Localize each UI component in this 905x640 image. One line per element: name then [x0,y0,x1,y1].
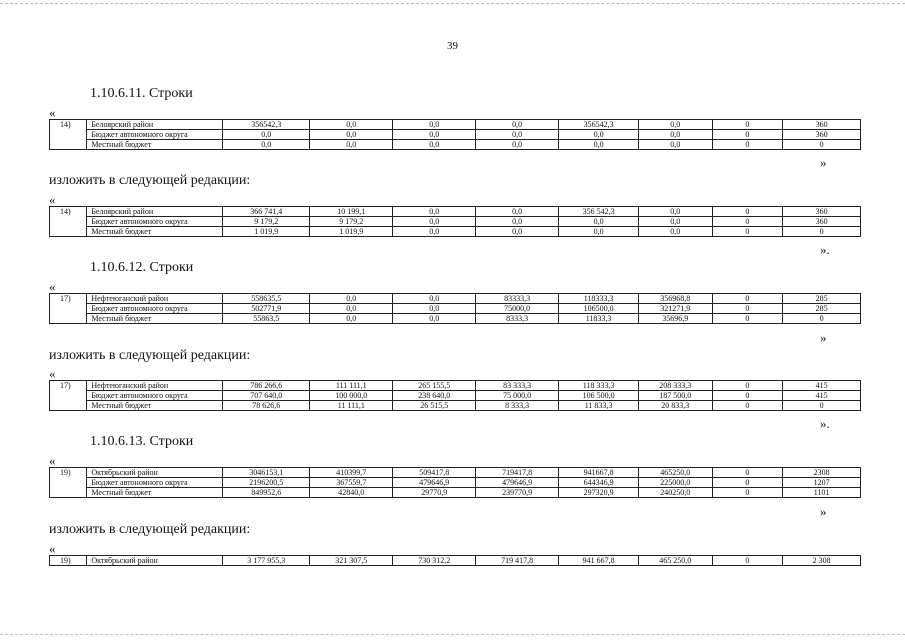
value-cell: 0,0 [638,217,712,227]
value-cell: 75 000,0 [476,391,559,401]
value-cell: 321271,9 [638,304,712,314]
table-row [50,294,861,304]
row-name-cell: Белоярский район [87,207,223,217]
row-name-cell: Бюджет автономного округа [87,217,223,227]
value-cell: 3046153,1 [223,468,310,478]
row-name-cell: Местный бюджет [87,314,223,324]
value-cell: 75000,0 [476,304,559,314]
row-name-cell: Октябрьский район [87,468,223,478]
value-cell: 558635,5 [223,294,310,304]
value-cell: 509417,8 [393,468,476,478]
value-cell: 356542,3 [223,120,310,130]
value-cell: 0 [712,217,783,227]
value-cell: 849952,6 [223,488,310,498]
value-cell: 265 155,5 [393,381,476,391]
value-cell: 106 500,0 [559,391,639,401]
row-number-cell [50,217,87,227]
row-number-cell: 17) [50,294,87,304]
value-cell: 0,0 [310,140,393,150]
value-cell: 9 179,2 [223,217,310,227]
row-name-cell: Бюджет автономного округа [87,304,223,314]
table-row [50,556,861,566]
value-cell: 0,0 [559,217,639,227]
value-cell: 118 333,3 [559,381,639,391]
value-cell: 285 [783,304,861,314]
row-number-cell [50,488,87,498]
value-cell: 0,0 [638,140,712,150]
row-name-cell: Октябрьский район [87,556,223,566]
value-cell: 0,0 [638,120,712,130]
intro-text-1-10-6-12: изложить в следующей редакции: [49,348,251,363]
row-name-cell: Местный бюджет [87,488,223,498]
row-name-cell: Бюджет автономного округа [87,130,223,140]
table-row [50,478,861,488]
value-cell: 0,0 [638,130,712,140]
value-cell: 111 111,1 [310,381,393,391]
value-cell: 0,0 [476,130,559,140]
value-cell: 360 [783,130,861,140]
value-cell: 0,0 [393,294,476,304]
intro-text-1-10-6-11: изложить в следующей редакции: [49,173,251,188]
value-cell: 0 [712,556,783,566]
value-cell: 0,0 [393,314,476,324]
value-cell: 2 308 [783,556,861,566]
row-name-cell: Местный бюджет [87,401,223,411]
value-cell: 11 111,1 [310,401,393,411]
value-cell: 0,0 [310,120,393,130]
value-cell: 42840,0 [310,488,393,498]
value-cell: 719 417,8 [476,556,559,566]
value-cell: 0 [712,120,783,130]
value-cell: 941 667,8 [559,556,639,566]
table-row [50,130,861,140]
value-cell: 0 [783,314,861,324]
value-cell: 0,0 [476,207,559,217]
value-cell: 360 [783,120,861,130]
value-cell: 0,0 [223,130,310,140]
table-row [50,391,861,401]
scan-bottom-edge [0,634,905,635]
value-cell: 9 179,2 [310,217,393,227]
value-cell: 360 [783,207,861,217]
value-cell: 297320,9 [559,488,639,498]
value-cell: 0 [783,227,861,237]
value-cell: 941667,8 [559,468,639,478]
value-cell: 356968,8 [638,294,712,304]
value-cell: 0,0 [310,294,393,304]
close-quote-with-dot: ». [820,416,830,431]
row-number-cell [50,304,87,314]
value-cell: 0 [712,207,783,217]
old-rows-table-1-10-6-12 [49,293,861,324]
new-rows-table-1-10-6-13 [49,555,861,566]
table-row [50,304,861,314]
value-cell: 719417,8 [476,468,559,478]
value-cell: 11833,3 [559,314,639,324]
value-cell: 0,0 [310,314,393,324]
value-cell: 0 [712,314,783,324]
row-name-cell: Местный бюджет [87,227,223,237]
value-cell: 0,0 [310,304,393,314]
value-cell: 0 [712,140,783,150]
value-cell: 187 500,0 [638,391,712,401]
value-cell: 479646,9 [476,478,559,488]
value-cell: 0,0 [559,227,639,237]
value-cell: 707 640,0 [223,391,310,401]
value-cell: 0 [712,488,783,498]
value-cell: 29770,9 [393,488,476,498]
table-row [50,468,861,478]
value-cell: 8 333,3 [476,401,559,411]
value-cell: 644346,9 [559,478,639,488]
open-quote: « [49,105,56,120]
open-quote: « [49,541,56,556]
close-quote-with-dot: ». [820,242,830,257]
section-heading-1-10-6-13: 1.10.6.13. Строки [90,434,194,449]
old-rows-table-1-10-6-11 [49,119,861,150]
value-cell: 415 [783,381,861,391]
value-cell: 465250,0 [638,468,712,478]
value-cell: 0,0 [476,227,559,237]
value-cell: 0 [712,468,783,478]
value-cell: 0 [783,140,861,150]
value-cell: 208 333,3 [638,381,712,391]
open-quote: « [49,366,56,381]
value-cell: 0,0 [476,120,559,130]
row-name-cell: Белоярский район [87,120,223,130]
value-cell: 0,0 [638,207,712,217]
value-cell: 0,0 [393,130,476,140]
value-cell: 0,0 [559,140,639,150]
scan-top-edge [0,3,905,4]
row-name-cell: Местный бюджет [87,140,223,150]
value-cell: 366 741,4 [223,207,310,217]
value-cell: 106500,0 [559,304,639,314]
row-number-cell: 14) [50,120,87,130]
table-row [50,381,861,391]
value-cell: 321 307,5 [310,556,393,566]
table-row [50,401,861,411]
value-cell: 0 [712,391,783,401]
value-cell: 10 199,1 [310,207,393,217]
value-cell: 0,0 [310,130,393,140]
value-cell: 1 019,9 [310,227,393,237]
value-cell: 0,0 [476,140,559,150]
close-quote: » [820,504,827,519]
value-cell: 2308 [783,468,861,478]
table-row [50,140,861,150]
open-quote: « [49,279,56,294]
old-rows-table-1-10-6-13 [49,467,861,498]
value-cell: 0 [783,401,861,411]
row-number-cell [50,140,87,150]
value-cell: 20 833,3 [638,401,712,411]
value-cell: 415 [783,391,861,401]
value-cell: 35696,9 [638,314,712,324]
value-cell: 0 [712,381,783,391]
intro-text-1-10-6-13: изложить в следующей редакции: [49,522,251,537]
row-number-cell: 17) [50,381,87,391]
value-cell: 0,0 [223,140,310,150]
value-cell: 0,0 [393,120,476,130]
row-number-cell: 19) [50,468,87,478]
table-row [50,227,861,237]
value-cell: 0,0 [393,304,476,314]
value-cell: 0,0 [476,217,559,227]
value-cell: 225000,0 [638,478,712,488]
table-row [50,488,861,498]
value-cell: 0 [712,294,783,304]
value-cell: 8333,3 [476,314,559,324]
row-number-cell [50,391,87,401]
table-row [50,217,861,227]
value-cell: 118333,3 [559,294,639,304]
open-quote: « [49,453,56,468]
value-cell: 0,0 [393,227,476,237]
row-number-cell [50,314,87,324]
value-cell: 55863,5 [223,314,310,324]
new-rows-table-1-10-6-11 [49,206,861,237]
value-cell: 285 [783,294,861,304]
row-number-cell [50,401,87,411]
value-cell: 0 [712,130,783,140]
value-cell: 465 250,0 [638,556,712,566]
value-cell: 239770,9 [476,488,559,498]
value-cell: 730 312,2 [393,556,476,566]
close-quote: » [820,330,827,345]
table-row [50,207,861,217]
value-cell: 0,0 [393,140,476,150]
row-number-cell: 14) [50,207,87,217]
value-cell: 78 626,6 [223,401,310,411]
value-cell: 0,0 [393,207,476,217]
value-cell: 0,0 [559,130,639,140]
value-cell: 11 833,3 [559,401,639,411]
value-cell: 356542,3 [559,120,639,130]
value-cell: 0 [712,227,783,237]
value-cell: 367559,7 [310,478,393,488]
value-cell: 356 542,3 [559,207,639,217]
row-number-cell [50,227,87,237]
value-cell: 26 515,5 [393,401,476,411]
section-heading-1-10-6-12: 1.10.6.12. Строки [90,260,194,275]
new-rows-table-1-10-6-12 [49,380,861,411]
value-cell: 0,0 [638,227,712,237]
value-cell: 238 640,0 [393,391,476,401]
value-cell: 1101 [783,488,861,498]
value-cell: 502771,9 [223,304,310,314]
value-cell: 410399,7 [310,468,393,478]
row-number-cell: 19) [50,556,87,566]
value-cell: 360 [783,217,861,227]
section-heading-1-10-6-11: 1.10.6.11. Строки [90,86,193,101]
value-cell: 2196200,5 [223,478,310,488]
value-cell: 0,0 [393,217,476,227]
value-cell: 3 177 955,3 [223,556,310,566]
row-name-cell: Нефтеюганский район [87,294,223,304]
value-cell: 0 [712,478,783,488]
close-quote: » [820,155,827,170]
value-cell: 1207 [783,478,861,488]
page-number: 39 [447,40,458,52]
value-cell: 83 333,3 [476,381,559,391]
open-quote: « [49,192,56,207]
value-cell: 0 [712,304,783,314]
row-number-cell [50,130,87,140]
value-cell: 240250,0 [638,488,712,498]
row-number-cell [50,478,87,488]
value-cell: 0 [712,401,783,411]
row-name-cell: Нефтеюганский район [87,381,223,391]
table-row [50,120,861,130]
value-cell: 1 019,9 [223,227,310,237]
value-cell: 479646,9 [393,478,476,488]
value-cell: 786 266,6 [223,381,310,391]
table-row [50,314,861,324]
value-cell: 83333,3 [476,294,559,304]
value-cell: 100 000,0 [310,391,393,401]
row-name-cell: Бюджет автономного округа [87,478,223,488]
row-name-cell: Бюджет автономного округа [87,391,223,401]
